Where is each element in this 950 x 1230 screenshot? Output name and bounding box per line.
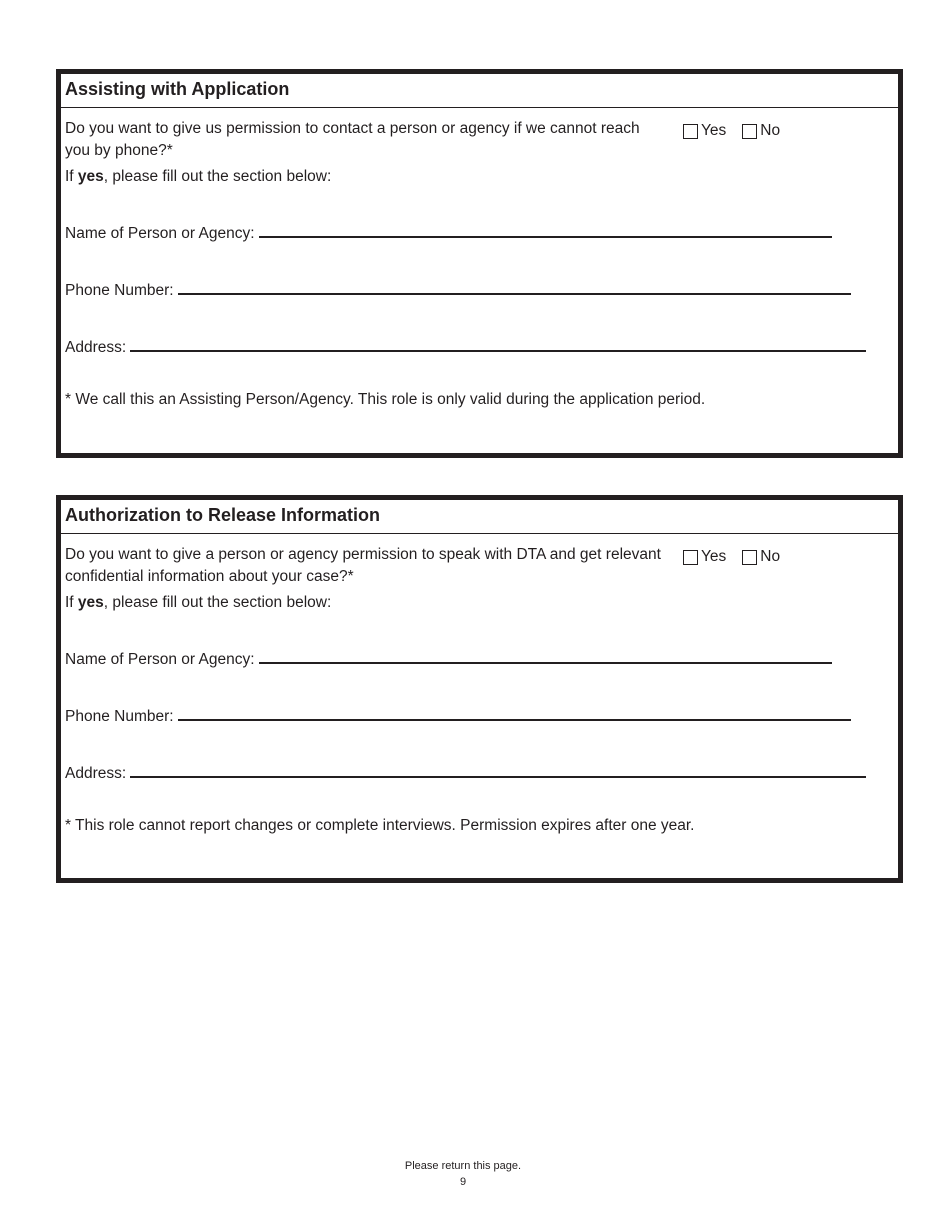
address-field [65,339,866,357]
address-input-line[interactable] [130,776,866,778]
assisting-person-note: * We call this an Assisting Person/Agency. This role is only valid during the application period. [65,391,706,408]
assisting-with-application-section [56,69,903,458]
no-label: No [760,548,781,565]
if-yes-instruction: If yes, please fill out the section below: [65,168,332,185]
if-yes-instruction: If yes, please fill out the section below: [65,594,332,611]
yes-label: Yes [701,548,727,565]
name-label: Name of Person or Agency: [65,651,255,668]
address-label: Address: [65,339,127,356]
release-permission-question: Do you want to give a person or agency permission to speak with DTA and get relevant confidential information about your case?* [65,546,661,585]
no-label: No [760,122,781,139]
authorization-to-release-information-section [56,495,903,883]
phone-input-line[interactable] [178,293,851,295]
release-permission-options [683,548,783,566]
name-of-person-or-agency-field [65,651,832,669]
phone-label: Phone Number: [65,708,174,725]
phone-input-line[interactable] [178,719,851,721]
yes-checkbox[interactable] [683,124,698,139]
name-of-person-or-agency-field [65,225,832,243]
contact-permission-question: Do you want to give us permission to contact a person or agency if we cannot reach you by phone?* [65,120,640,159]
page-number: 9 [459,1176,467,1188]
name-label: Name of Person or Agency: [65,225,255,242]
phone-number-field [65,708,851,726]
contact-permission-options [683,122,783,140]
release-role-note: * This role cannot report changes or complete interviews. Permission expires after one year. [65,817,695,834]
address-field [65,765,866,783]
yes-label: Yes [701,122,727,139]
section-title: Assisting with Application [61,74,898,108]
address-label: Address: [65,765,127,782]
name-input-line[interactable] [259,236,832,238]
no-checkbox[interactable] [742,550,757,565]
section-title: Authorization to Release Information [61,500,898,534]
return-page-notice: Please return this page. [404,1160,522,1172]
name-input-line[interactable] [259,662,832,664]
address-input-line[interactable] [130,350,866,352]
no-checkbox[interactable] [742,124,757,139]
phone-label: Phone Number: [65,282,174,299]
yes-checkbox[interactable] [683,550,698,565]
phone-number-field [65,282,851,300]
